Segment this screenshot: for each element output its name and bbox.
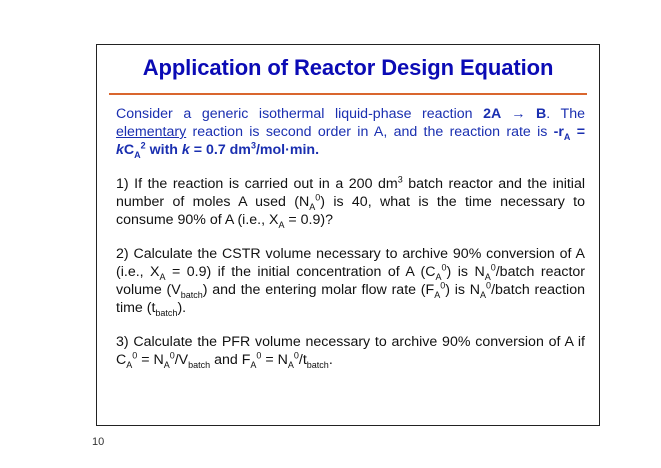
elementary-link-text: elementary [116, 124, 187, 140]
title-underline-rule [109, 93, 587, 95]
question-1: 1) If the reaction is carried out in a 200 $dm^3$ batch reactor and the initial number of moles A used $(N_A^0)$ is 40, what is the time necessary to consume 90% of A (i.e., $X_A = 0.9$)? [116, 174, 586, 230]
slide-frame [96, 44, 600, 426]
page-number: 10 [92, 436, 105, 448]
question-3: 3) Calculate the PFR volume necessary to archive 90% conversion of A if $C_A^0 = N_A^0/V_{batch}$ and $F_A^0 = N_A^0/t_{batch}$. [116, 334, 585, 370]
intro-paragraph: Consider a generic isothermal liquid-phase reaction 2A → B. The elementary reaction is second order in A, and the reaction rate is $-r_A = kC_A^2$ with k = 0.7 $dm^3/mol\cdot\min$. [116, 106, 585, 160]
slide-body [116, 105, 585, 369]
slide-title: Application of Reactor Design Equation [142, 55, 554, 80]
question-2: 2) Calculate the CSTR volume necessary to archive 90% conversion of A (i.e., $X_A = 0.9$) if the initial concentration of A $(C_A^0)$ is $N_A^0$/batch reactor volume $(V_{batch})$ and the entering molar flow rate $(F_A^0)$ is $N_A^0$/batch reaction time $(t_{batch})$. [116, 246, 586, 318]
